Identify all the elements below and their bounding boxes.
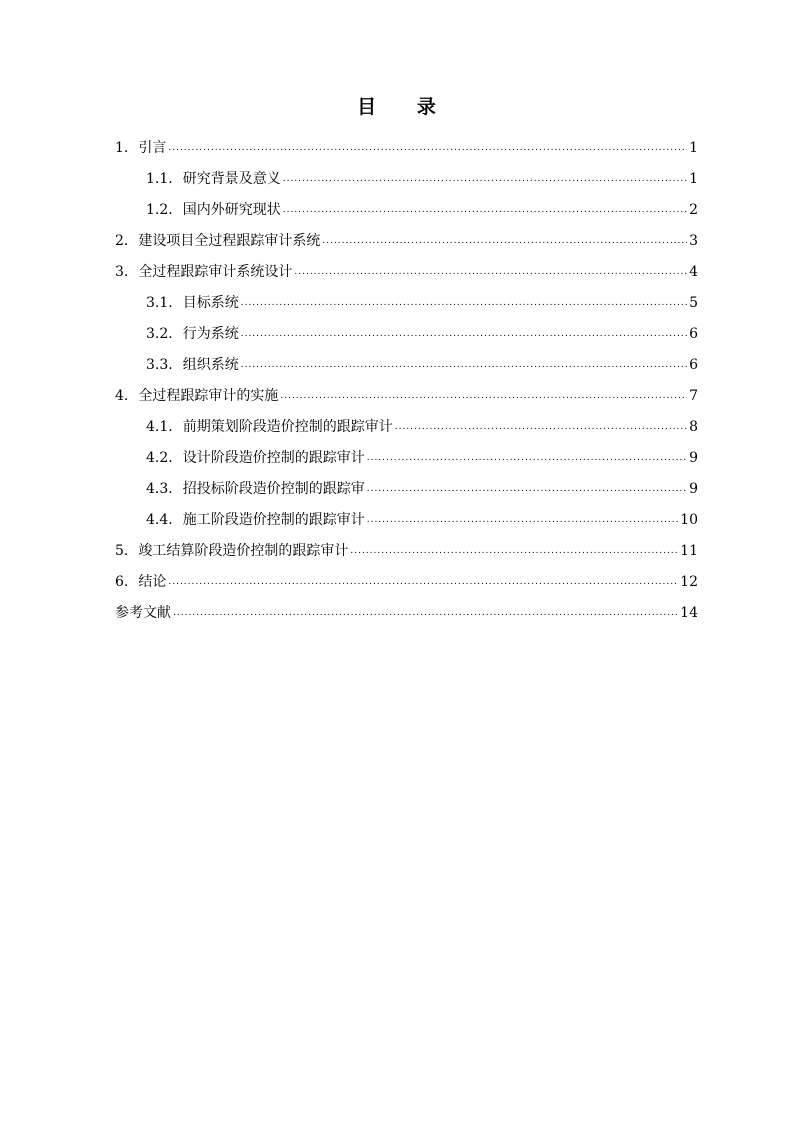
toc-entry-page-number: 6 xyxy=(689,326,698,342)
toc-dot-leader xyxy=(367,443,687,474)
toc-entry-title: 招投标阶段造价控制的跟踪审 xyxy=(182,481,365,497)
toc-entry-page-number: 14 xyxy=(680,605,698,621)
toc-entry-number: 4. xyxy=(115,388,129,404)
toc-entry[interactable] xyxy=(115,412,698,443)
toc-entry[interactable] xyxy=(115,598,698,629)
toc-entry[interactable] xyxy=(115,133,698,164)
toc-entry-title: 前期策划阶段造价控制的跟踪审计 xyxy=(182,419,393,435)
toc-list xyxy=(115,133,698,629)
toc-entry-page-number: 11 xyxy=(680,543,698,559)
toc-dot-leader xyxy=(395,412,687,443)
toc-entry-number: 1.2. xyxy=(146,202,173,218)
toc-entry-title: 目标系统 xyxy=(182,295,239,311)
toc-entry-title: 结论 xyxy=(138,574,167,590)
toc-entry[interactable] xyxy=(115,195,698,226)
toc-entry[interactable] xyxy=(115,443,698,474)
toc-entry-title: 国内外研究现状 xyxy=(182,202,281,218)
toc-dot-leader xyxy=(350,536,678,567)
toc-entry[interactable] xyxy=(115,319,698,350)
toc-entry-title: 引言 xyxy=(138,140,167,156)
toc-entry-number: 1. xyxy=(115,140,129,156)
toc-entry-number: 2. xyxy=(115,233,129,249)
toc-entry[interactable] xyxy=(115,474,698,505)
toc-dot-leader xyxy=(168,567,678,598)
toc-entry-page-number: 1 xyxy=(689,171,698,187)
toc-entry-page-number: 1 xyxy=(689,140,698,156)
toc-entry[interactable] xyxy=(115,505,698,536)
toc-entry-title: 组织系统 xyxy=(182,357,239,373)
toc-entry-title: 行为系统 xyxy=(182,326,239,342)
toc-entry[interactable] xyxy=(115,536,698,567)
toc-entry-title: 全过程跟踪审计系统设计 xyxy=(138,264,293,280)
toc-entry-page-number: 9 xyxy=(689,481,698,497)
toc-dot-leader xyxy=(173,598,678,629)
toc-entry-title: 参考文献 xyxy=(115,605,171,621)
toc-entry-title: 施工阶段造价控制的跟踪审计 xyxy=(182,512,365,528)
toc-entry-page-number: 6 xyxy=(689,357,698,373)
toc-entry-number: 6. xyxy=(115,574,129,590)
toc-entry-title: 全过程跟踪审计的实施 xyxy=(138,388,279,404)
toc-dot-leader xyxy=(283,164,687,195)
toc-entry-page-number: 10 xyxy=(680,512,698,528)
toc-entry-number: 1.1. xyxy=(146,171,173,187)
toc-entry-page-number: 3 xyxy=(689,233,698,249)
toc-entry-number: 5. xyxy=(115,543,129,559)
toc-entry-title: 竣工结算阶段造价控制的跟踪审计 xyxy=(138,543,349,559)
toc-entry-number: 3.2. xyxy=(146,326,173,342)
toc-entry-number: 3. xyxy=(115,264,129,280)
toc-entry-page-number: 7 xyxy=(689,388,698,404)
toc-entry-number: 3.3. xyxy=(146,357,173,373)
toc-entry-number: 4.1. xyxy=(146,419,173,435)
toc-dot-leader xyxy=(241,350,687,381)
toc-entry-number: 3.1. xyxy=(146,295,173,311)
toc-entry-number: 4.4. xyxy=(146,512,173,528)
toc-entry-title: 研究背景及意义 xyxy=(182,171,281,187)
toc-dot-leader xyxy=(294,257,687,288)
toc-entry[interactable] xyxy=(115,288,698,319)
toc-dot-leader xyxy=(367,474,687,505)
toc-entry-page-number: 2 xyxy=(689,202,698,218)
toc-entry-page-number: 8 xyxy=(689,419,698,435)
toc-dot-leader xyxy=(283,195,687,226)
toc-entry[interactable] xyxy=(115,567,698,598)
toc-dot-leader xyxy=(241,288,687,319)
toc-entry-page-number: 4 xyxy=(689,264,698,280)
toc-dot-leader xyxy=(280,381,687,412)
toc-dot-leader xyxy=(168,133,687,164)
toc-entry[interactable] xyxy=(115,350,698,381)
toc-entry[interactable] xyxy=(115,164,698,195)
toc-entry[interactable] xyxy=(115,226,698,257)
toc-entry-title: 设计阶段造价控制的跟踪审计 xyxy=(182,450,365,466)
toc-dot-leader xyxy=(322,226,687,257)
toc-dot-leader xyxy=(241,319,687,350)
toc-dot-leader xyxy=(367,505,678,536)
toc-entry[interactable] xyxy=(115,257,698,288)
toc-entry-title: 建设项目全过程跟踪审计系统 xyxy=(138,233,321,249)
toc-entry-number: 4.3. xyxy=(146,481,173,497)
toc-entry-page-number: 12 xyxy=(680,574,698,590)
toc-entry-page-number: 5 xyxy=(689,295,698,311)
toc-entry-number: 4.2. xyxy=(146,450,173,466)
toc-entry-page-number: 9 xyxy=(689,450,698,466)
toc-entry[interactable] xyxy=(115,381,698,412)
toc-title: 目 录 xyxy=(357,96,453,118)
